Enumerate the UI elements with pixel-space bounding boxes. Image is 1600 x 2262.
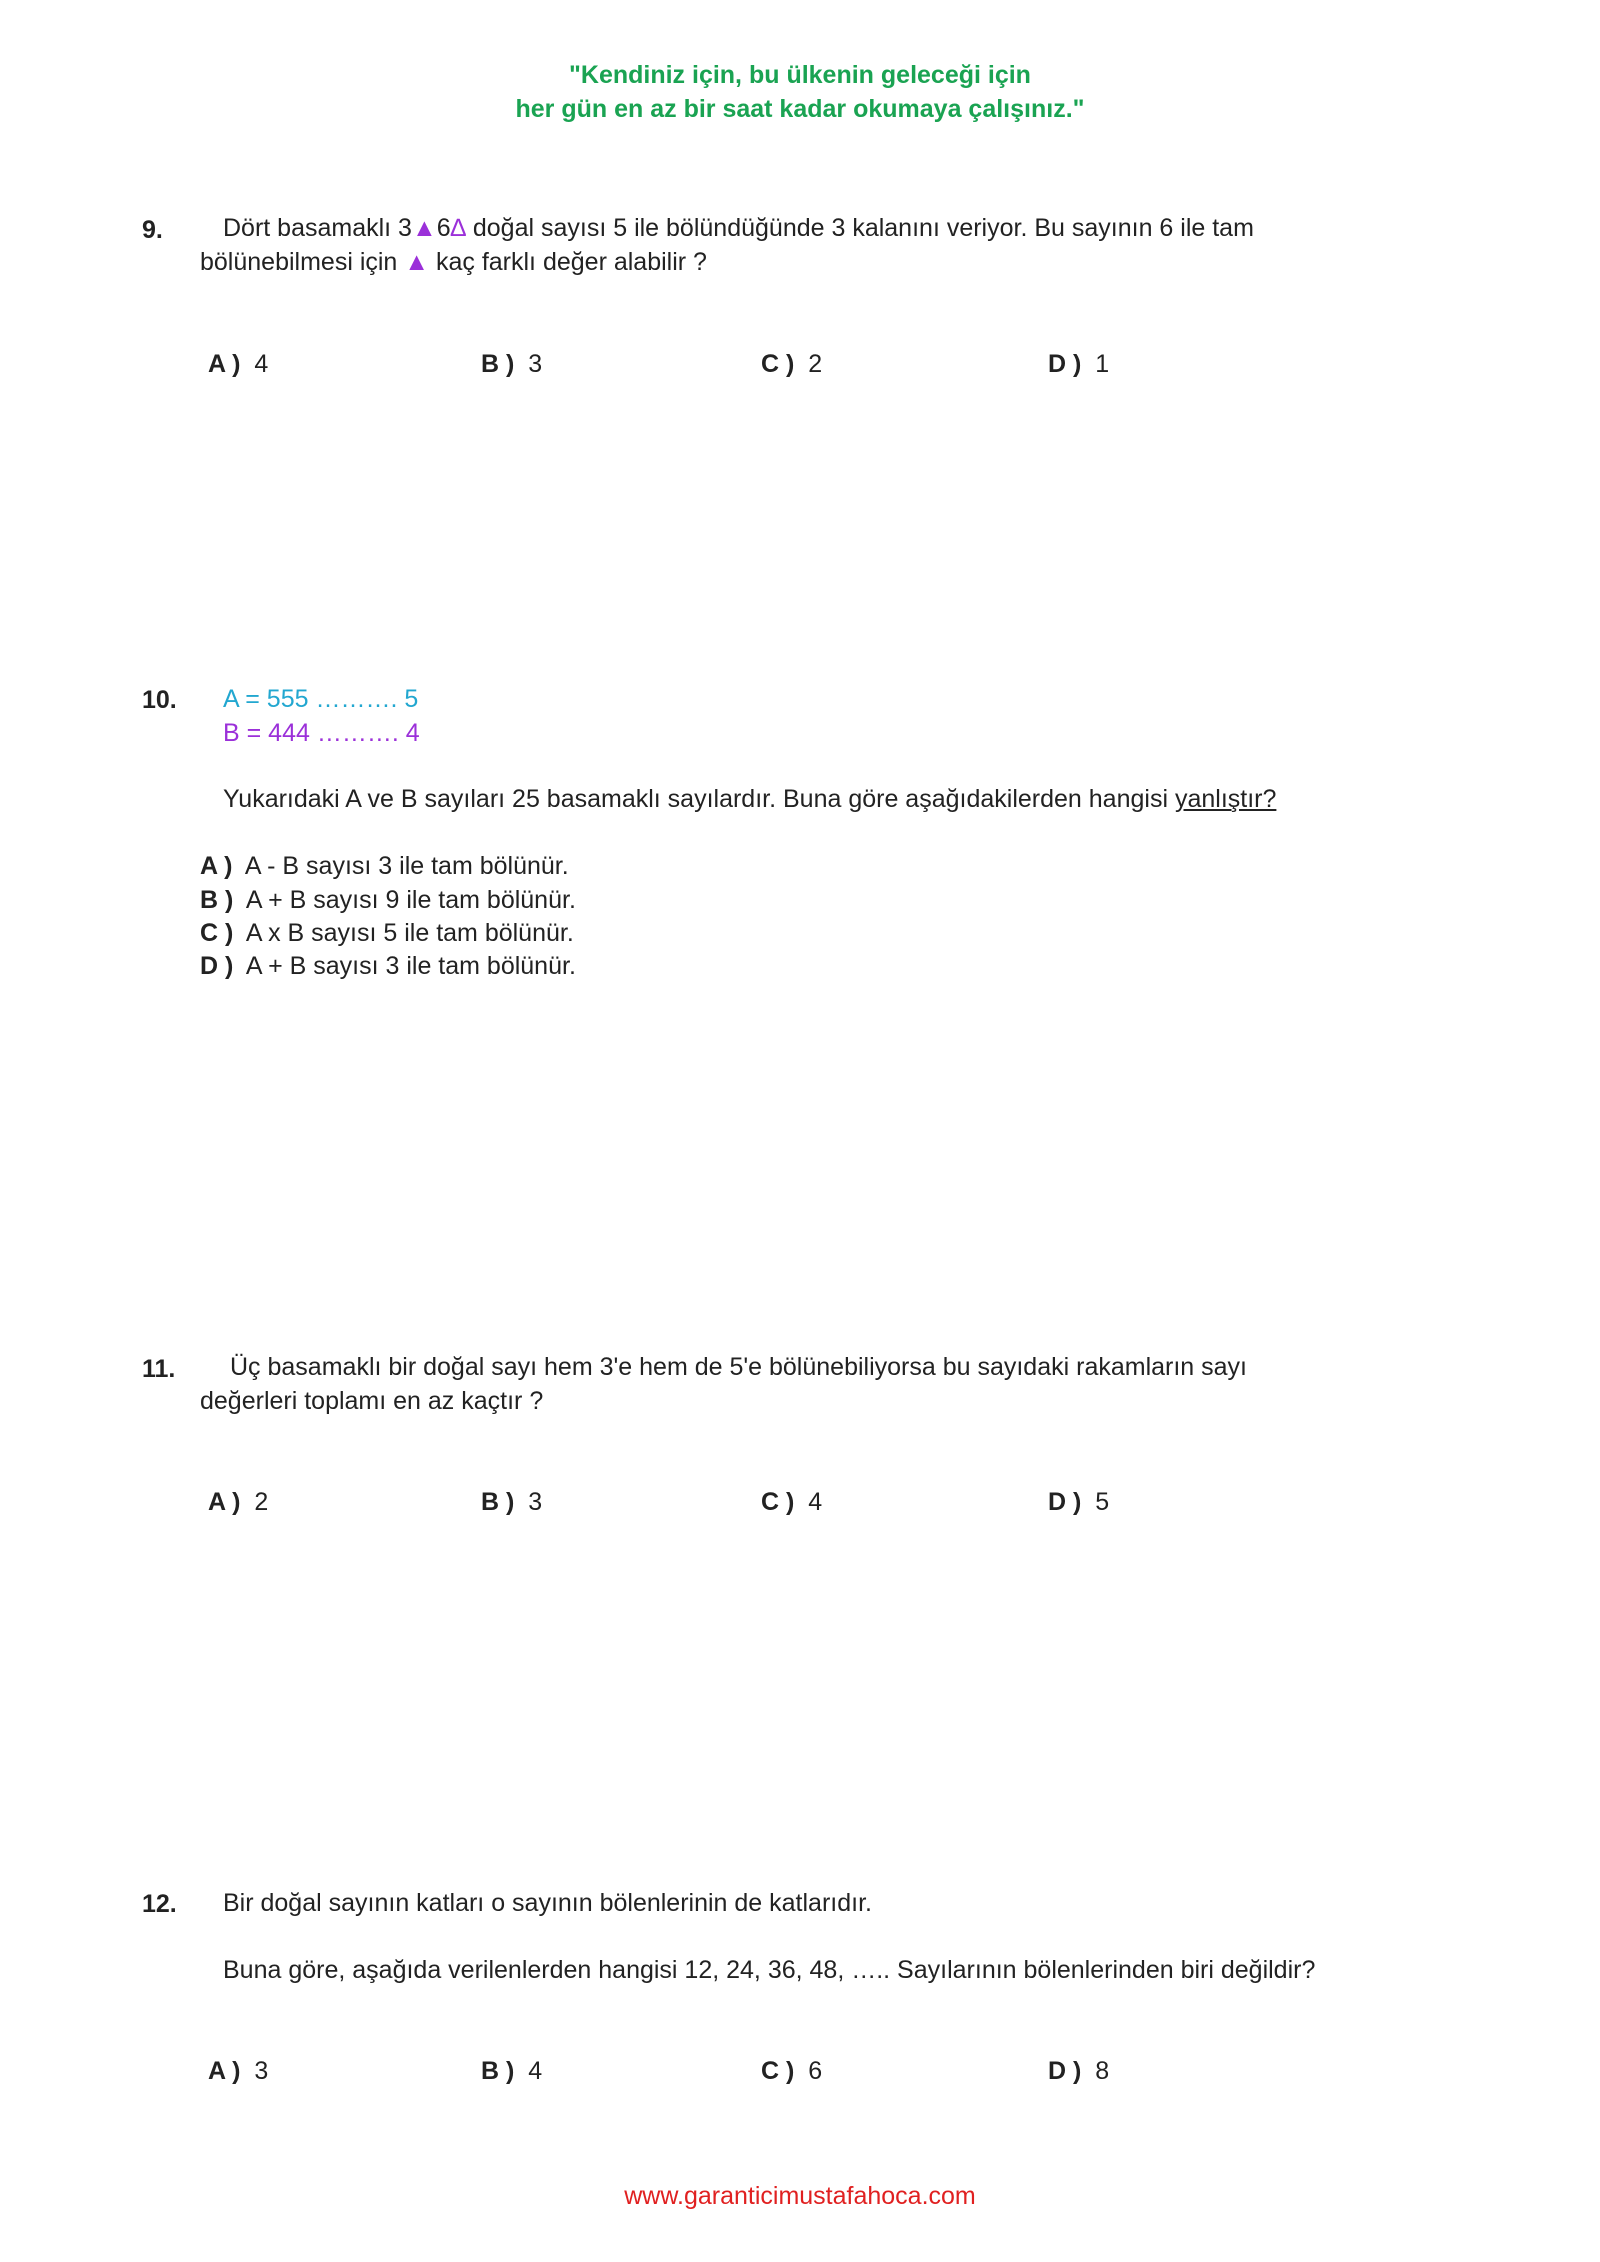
option-label: A ) [208,350,241,378]
option-label: D ) [1048,1488,1082,1516]
option-value: A + B sayısı 9 ile tam bölünür. [245,886,576,914]
header-line-2: her gün en az bir saat kadar okumaya çalışınız." [515,95,1085,123]
question-11-number: 11. [142,1355,176,1383]
option-value: 4 [808,1488,823,1516]
outline-triangle-icon: ∆ [450,214,466,242]
option-label: C ) [761,350,795,378]
footer-url-link[interactable]: www.garanticimustafahoca.com [624,2182,976,2210]
option-label: D ) [1048,350,1082,378]
option-label: D ) [200,952,234,980]
option-label: A ) [208,2057,241,2085]
q9-option-b[interactable] [481,350,542,379]
option-value: 6 [808,2057,823,2085]
q12-option-d[interactable] [1048,2057,1109,2086]
q10-stem [223,782,1523,816]
q10-option-d[interactable] [200,949,576,983]
q9-line2-a: bölünebilmesi için [200,248,405,276]
option-label: A ) [208,1488,241,1516]
option-label: B ) [200,886,234,914]
option-value: A x B sayısı 5 ile tam bölünür. [245,919,574,947]
question-9-stem-line-1 [223,211,1423,245]
q10-stem-underlined: yanlıştır? [1174,785,1277,813]
q10-number-a: A = 555 ………. 5 [223,685,419,713]
q12-stem-line-1: Bir doğal sayının katları o sayının bölenlerinin de katlarıdır. [223,1889,872,1917]
option-label: C ) [200,919,234,947]
q10-option-b[interactable] [200,883,576,917]
q9-text-b: 6 [436,214,451,242]
q12-option-a[interactable] [208,2057,268,2086]
option-label: C ) [761,1488,795,1516]
option-label: B ) [481,2057,515,2085]
q11-option-c[interactable] [761,1488,822,1517]
option-label: B ) [481,1488,515,1516]
q12-option-c[interactable] [761,2057,822,2086]
option-label: B ) [481,350,515,378]
option-label: C ) [761,2057,795,2085]
option-value: A - B sayısı 3 ile tam bölünür. [244,852,569,880]
question-9-stem-line-2 [200,245,1400,279]
q9-text-c: doğal sayısı 5 ile bölündüğünde 3 kalanını veriyor. Bu sayının 6 ile tam [465,214,1254,242]
page-header [0,58,1600,126]
q12-option-b[interactable] [481,2057,542,2086]
header-line-1: "Kendiniz için, bu ülkenin geleceği için [569,61,1031,89]
option-value: 4 [254,350,269,378]
q9-text-a: Dört basamaklı 3 [223,214,412,242]
q11-option-d[interactable] [1048,1488,1109,1517]
option-value: 8 [1095,2057,1110,2085]
q12-stem-line-2: Buna göre, aşağıda verilenlerden hangisi 12, 24, 36, 48, ….. Sayılarının bölenlerinden biri değildir? [223,1956,1316,1984]
q9-option-c[interactable] [761,350,822,379]
option-value: 1 [1095,350,1110,378]
option-label: A ) [200,852,233,880]
option-value: 4 [528,2057,543,2085]
q10-option-c[interactable] [200,916,574,950]
question-12-number: 12. [142,1890,177,1918]
option-value: 5 [1095,1488,1110,1516]
q11-stem-line-1: Üç basamaklı bir doğal sayı hem 3'e hem de 5'e bölünebiliyorsa bu sayıdaki rakamların sayı [230,1353,1248,1381]
q10-option-a[interactable] [200,849,569,883]
option-value: 2 [254,1488,269,1516]
option-value: 3 [528,1488,543,1516]
option-value: 3 [528,350,543,378]
q9-line2-b: kaç farklı değer alabilir ? [429,248,707,276]
q9-option-a[interactable] [208,350,268,379]
q10-number-b: B = 444 ………. 4 [223,719,420,747]
question-9-number: 9. [142,216,163,244]
filled-triangle-icon: ▲ [404,248,430,276]
option-value: 2 [808,350,823,378]
q11-option-b[interactable] [481,1488,542,1517]
option-value: 3 [254,2057,269,2085]
question-10-number: 10. [142,686,177,714]
q9-option-d[interactable] [1048,350,1109,379]
filled-triangle-icon: ▲ [411,214,437,242]
q11-option-a[interactable] [208,1488,268,1517]
q11-stem-line-2: değerleri toplamı en az kaçtır ? [200,1387,544,1415]
option-label: D ) [1048,2057,1082,2085]
q10-stem-text: Yukarıdaki A ve B sayıları 25 basamaklı sayılardır. Buna göre aşağıdakilerden hangisi [223,785,1175,813]
option-value: A + B sayısı 3 ile tam bölünür. [245,952,576,980]
